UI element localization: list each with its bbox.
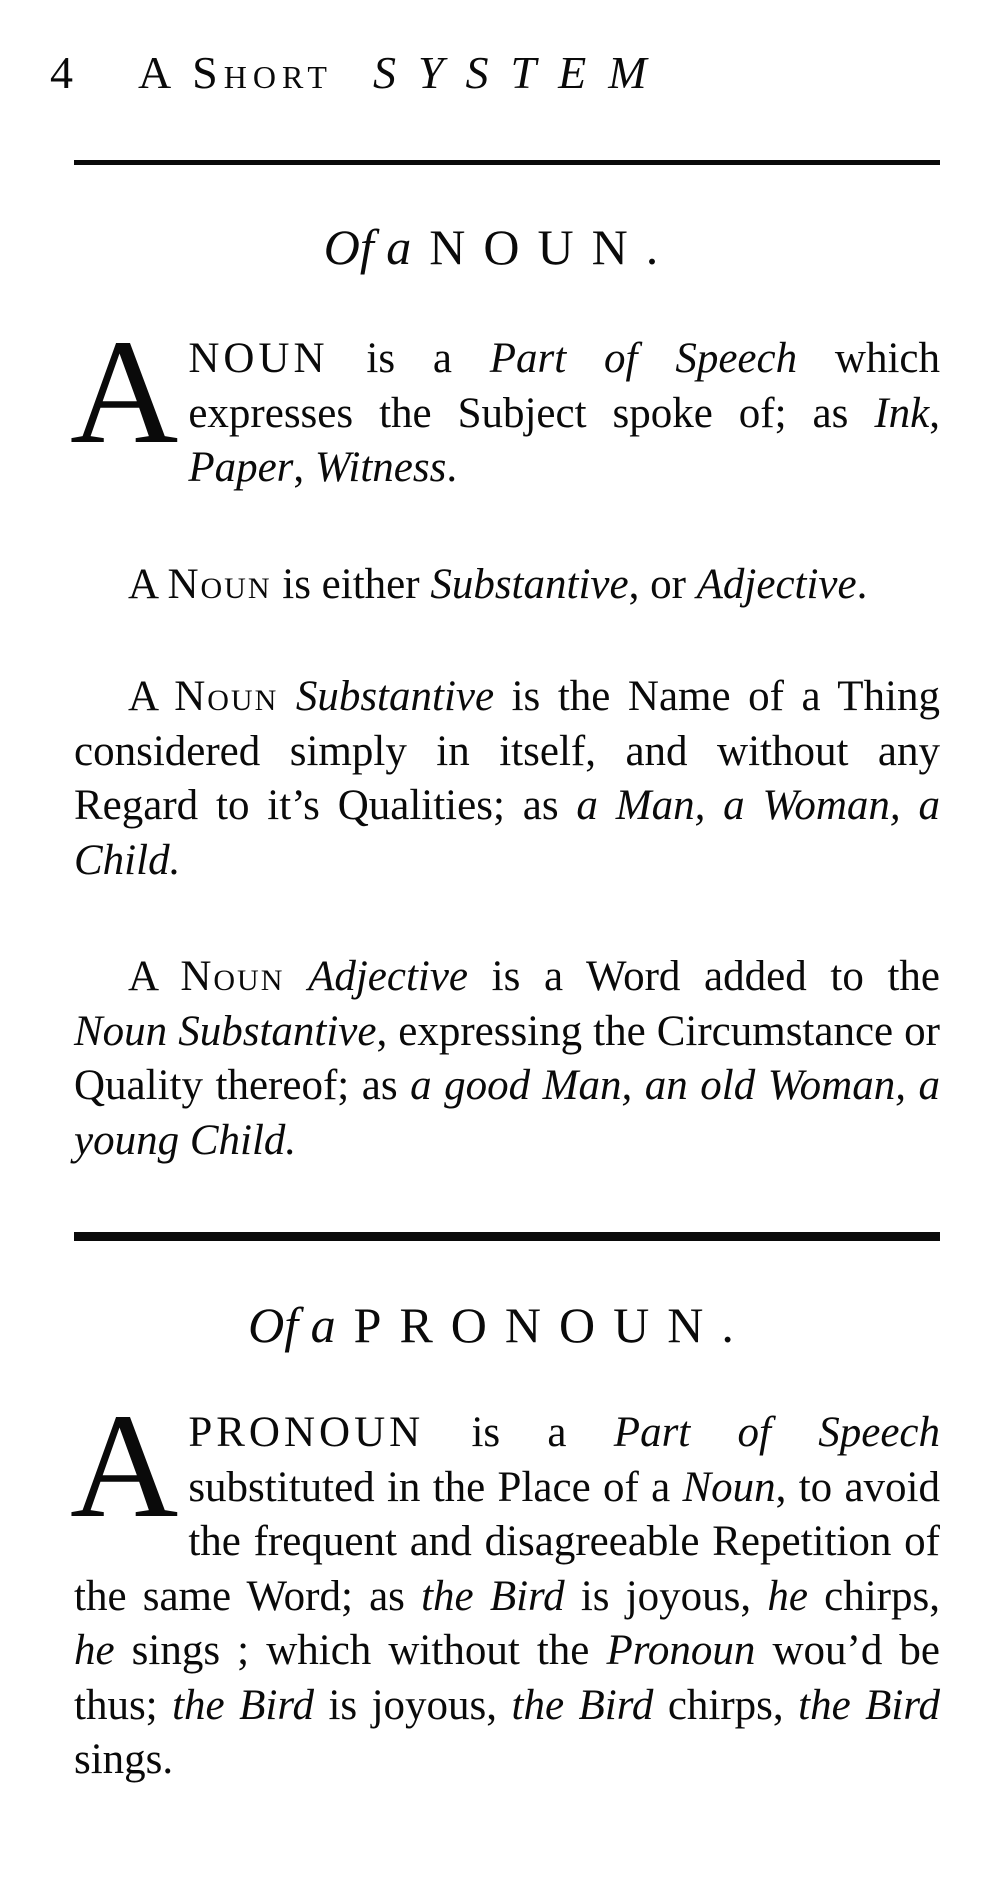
noun-substantive-paragraph: A Noun Substantive is the Name of a Thing considered simply in itself, and without any Regard to it’s Qualities; as a Man, a Woman, a Child.	[74, 673, 941, 884]
pronoun-section-heading	[0, 1290, 1000, 1360]
running-title	[138, 38, 669, 108]
pronoun-heading-word: PRONOUN.	[353, 1297, 752, 1353]
header-rule	[74, 160, 940, 165]
noun-section-heading	[0, 212, 1000, 282]
drop-cap: A	[70, 309, 179, 475]
pronoun-heading-of: Of a	[248, 1297, 336, 1353]
running-header	[50, 38, 950, 108]
page-number: 4	[50, 47, 73, 98]
running-title-roman: A Short	[138, 47, 333, 98]
drop-cap: A	[70, 1383, 179, 1549]
running-title-italic: SYSTEM	[372, 47, 669, 98]
noun-heading-word: NOUN.	[429, 219, 677, 275]
pronoun-definition-paragraph: APRONOUN is a Part of Speech substituted in the Place of a Noun, to avoid the frequent and disagreeable Repetition of the same Word; as the Bird is joyous, he chirps, he sings ; which without the Pronoun wou’d be thus; the Bird is joyous, the Bird chirps, the Bird sings.	[70, 1383, 941, 1783]
noun-heading-of: Of a	[323, 219, 412, 275]
noun-kinds-paragraph: A Noun is either Substantive, or Adjective.	[128, 561, 868, 608]
noun-definition-paragraph: ANOUN is a Part of Speech which expresses the Subject spoke of; as Ink, Paper, Witness.	[70, 309, 940, 491]
section-divider-rule	[74, 1232, 940, 1241]
noun-adjective-paragraph: A Noun Adjective is a Word added to the Noun Substantive, expressing the Circumstance or Quality thereof; as a good Man, an old Woman, a young Child.	[74, 953, 941, 1164]
